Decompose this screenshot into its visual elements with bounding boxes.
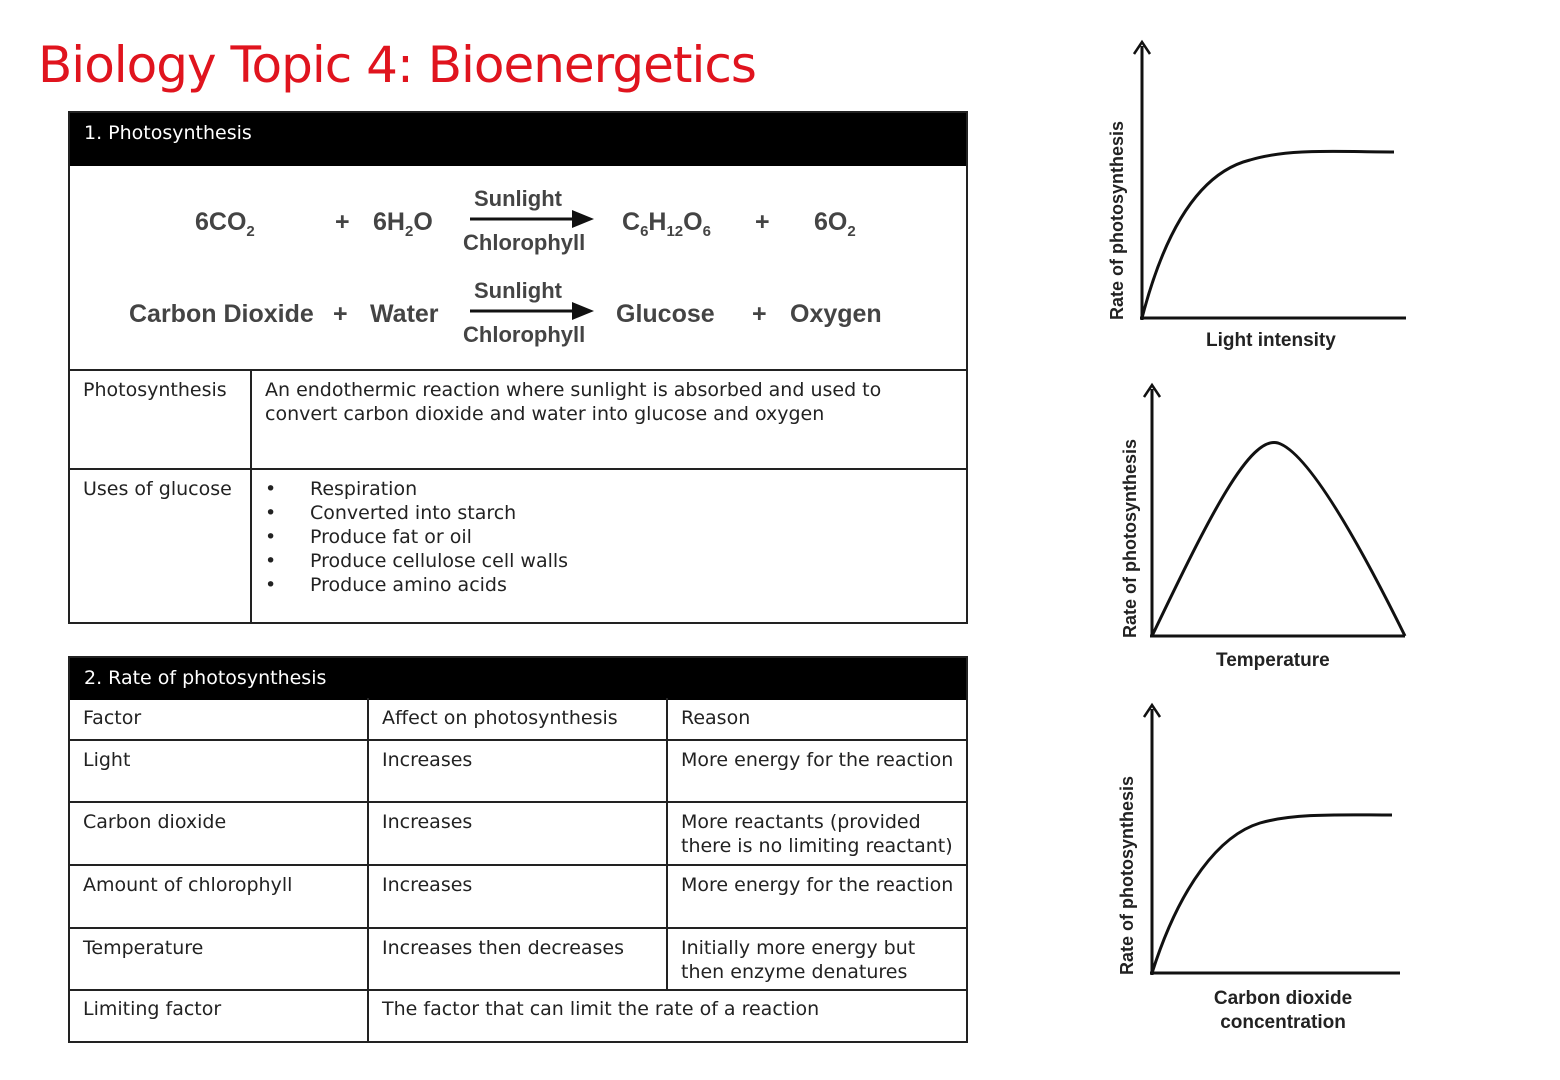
graph-light-intensity [1100,30,1420,330]
table-cell-reason: More reactants (provided there is no limiting reactant) [681,811,953,857]
word-product-oxygen: Oxygen [790,300,882,328]
table-cell-factor: Limiting factor [83,998,222,1020]
graph-temperature [1110,375,1420,645]
table-cell-affect: Increases [382,874,473,896]
graph-carbon-dioxide [1110,695,1410,980]
table-cell-definition: The factor that can limit the rate of a reaction [382,998,820,1020]
divider [68,989,968,991]
word-reactant-co2: Carbon Dioxide [129,300,314,328]
list-item: Produce cellulose cell walls [310,550,569,572]
column-header-reason: Reason [681,707,751,729]
divider [68,801,968,803]
reaction-arrow [468,300,596,322]
word-product-glucose: Glucose [616,300,715,328]
table-cell-factor: Light [83,749,131,771]
list-item: Respiration [310,478,418,500]
arrow-label-sunlight: Sunlight [474,278,562,303]
section-header-label: 1. Photosynthesis [84,122,252,144]
bullet-icon: • [265,502,277,524]
list-item: Produce amino acids [310,574,507,596]
x-axis-label: Temperature [1216,650,1330,671]
bullet-icon: • [265,478,277,500]
x-axis-label: Carbon dioxide concentration [1213,988,1353,1033]
arrow-label-sunlight: Sunlight [474,186,562,211]
divider [250,369,252,624]
x-axis-label: Light intensity [1206,330,1336,351]
list-item: Produce fat or oil [310,526,472,548]
y-axis-label: Rate of photosynthesis [1107,120,1127,320]
arrow-label-chlorophyll: Chlorophyll [463,322,586,347]
table-cell-reason: More energy for the reaction [681,749,954,771]
equation-plus: + [335,208,350,236]
page-title: Biology Topic 4: Bioenergetics [38,36,756,94]
word-plus: + [752,300,767,328]
equation-reactant-water: $6H_2O$ [373,208,433,240]
table-cell-reason: More energy for the reaction [681,874,954,896]
divider [666,698,668,991]
section-header-label: 2. Rate of photosynthesis [84,667,327,689]
row-label-uses-of-glucose: Uses of glucose [83,478,232,500]
row-text-photosynthesis: An endothermic reaction where sunlight is absorbed and used to convert carbon dioxide and water into glucose and oxygen [265,379,882,425]
equation-product-glucose: $C_6H_{12}O_6$ [622,208,711,240]
divider [68,369,968,371]
section-header [70,113,966,166]
data-curve [1142,151,1394,318]
table-cell-reason: Initially more energy but then enzyme denatures [681,937,916,983]
row-label-photosynthesis: Photosynthesis [83,379,227,401]
word-reactant-water: Water [370,300,439,328]
bullet-icon: • [265,526,277,548]
reaction-arrow [468,208,596,230]
divider [68,864,968,866]
equation-plus: + [755,208,770,236]
divider [367,698,369,1043]
equation-product-oxygen: $6O_2$ [814,208,856,240]
y-axis-label: Rate of photosynthesis [1120,438,1140,638]
equation-reactant-co2: $6CO_2$ [195,208,255,240]
table-cell-factor: Carbon dioxide [83,811,227,833]
column-header-affect: Affect on photosynthesis [382,707,618,729]
table-cell-affect: Increases then decreases [382,937,625,959]
arrow-label-chlorophyll: Chlorophyll [463,230,586,255]
divider [68,468,968,470]
table-cell-affect: Increases [382,749,473,771]
table-cell-factor: Temperature [83,937,204,959]
bullet-icon: • [265,550,277,572]
column-header-factor: Factor [83,707,142,729]
bullet-icon: • [265,574,277,596]
section-header [70,658,966,700]
list-item: Converted into starch [310,502,517,524]
y-axis-label: Rate of photosynthesis [1117,775,1137,975]
word-plus: + [333,300,348,328]
data-curve [1152,442,1405,636]
divider [68,739,968,741]
data-curve [1152,815,1392,973]
table-cell-factor: Amount of chlorophyll [83,874,293,896]
divider [68,927,968,929]
table-cell-affect: Increases [382,811,473,833]
